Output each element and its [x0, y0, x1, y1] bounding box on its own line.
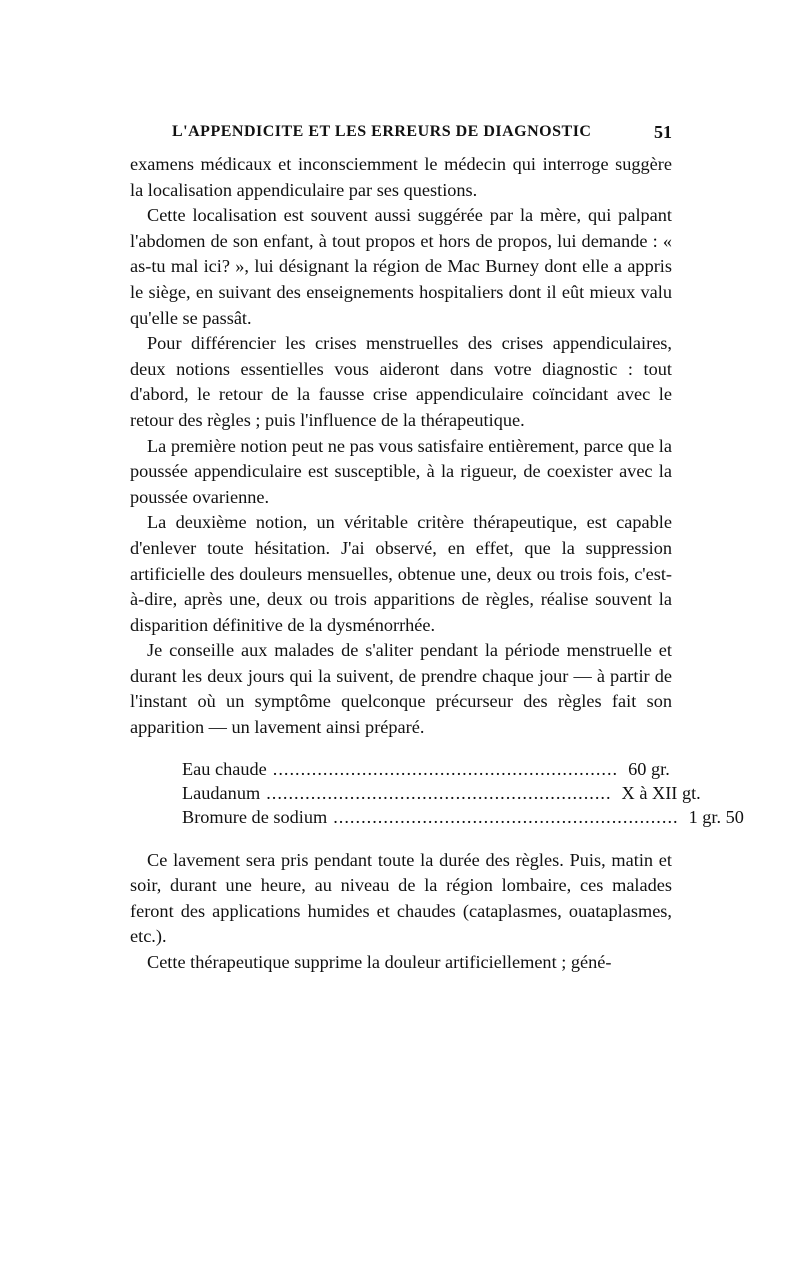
paragraph: Pour différencier les crises menstruelles des crises appendiculaires, deux notions essentielles vous aideront dans votre diagnostic : tout d'abord, le retour de la fausse crise appendiculaire coïncidant avec le retour des règles ; puis l'influence de la thérapeutique.: [130, 333, 672, 430]
ingredient-name: Laudanum: [182, 782, 261, 803]
page-number: 51: [654, 122, 672, 142]
page-body: [130, 152, 744, 976]
recipe-row: [182, 781, 701, 805]
ingredient-name: Bromure de sodium: [182, 806, 328, 827]
leader-dots: ..............................................................: [333, 806, 679, 827]
ingredient-quantity: X à XII gt.: [621, 782, 701, 803]
running-title: L'APPENDICITE ET LES ERREURS DE DIAGNOSTIC: [172, 123, 592, 140]
ingredient-name: Eau chaude: [182, 758, 267, 779]
ingredient-quantity: 60 gr.: [628, 758, 670, 779]
paragraph: Cette thérapeutique supprime la douleur artificiellement ; géné-: [147, 952, 612, 973]
leader-dots: ..............................................................: [266, 782, 612, 803]
paragraph: Ce lavement sera pris pendant toute la durée des règles. Puis, matin et soir, durant une heure, au niveau de la région lombaire, ces malades feront des applications humides et chaudes (cataplasmes, ouataplasmes, etc.).: [130, 849, 672, 947]
page-header: [132, 117, 672, 147]
paragraph: La deuxième notion, un véritable critère thérapeutique, est capable d'enlever toute hésitation. J'ai observé, en effet, que la suppression artificielle des douleurs mensuelles, obtenue une, deux ou trois fois, c'est-à-dire, après une, deux ou trois apparitions de règles, réalise souvent la disparition définitive de la dysménorrhée.: [130, 512, 672, 635]
recipe-row: [182, 805, 744, 829]
paragraph: Cette localisation est souvent aussi suggérée par la mère, qui palpant l'abdomen de son enfant, à tout propos et hors de propos, lui demande : « as-tu mal ici? », lui désignant la région de Mac Burney dont elle a appris le siège, en suivant des enseignements hospitaliers dont il eût mieux valu qu'elle se passât.: [130, 205, 672, 328]
paragraph: La première notion peut ne pas vous satisfaire entièrement, parce que la poussée appendiculaire est susceptible, à la rigueur, de coexister avec la poussée ovarienne.: [130, 435, 672, 507]
recipe-list: [182, 757, 744, 829]
leader-dots: ..............................................................: [272, 758, 619, 779]
recipe-row: [182, 757, 670, 781]
ingredient-quantity: 1 gr. 50: [688, 806, 744, 827]
paragraph: Je conseille aux malades de s'aliter pendant la période menstruelle et durant les deux jours qui la suivent, de prendre chaque jour — à partir de l'instant où un symptôme quelconque précurseur des règles fait son apparition — un lavement ainsi préparé.: [130, 640, 672, 738]
paragraph-continuation: examens médicaux et inconsciemment le médecin qui interroge suggère la localisation appendiculaire par ses questions.: [130, 154, 672, 200]
